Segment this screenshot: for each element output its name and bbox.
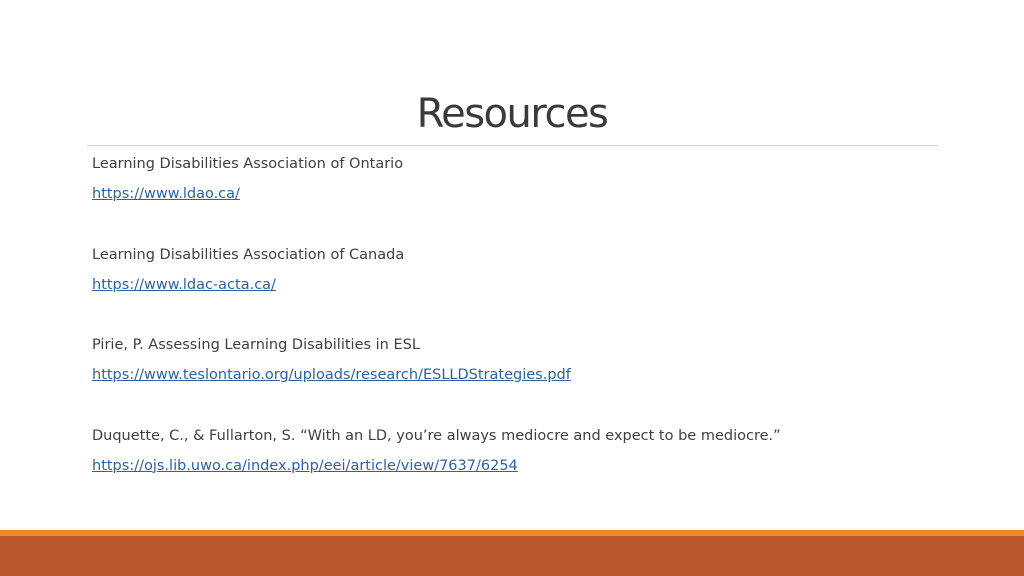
resource-name: Learning Disabilities Association of Canada <box>92 246 405 263</box>
resource-name: Learning Disabilities Association of Ontario <box>92 156 404 172</box>
footer-bar <box>0 536 1024 576</box>
resource-item-ldao <box>92 152 952 243</box>
resource-name: Duquette, C., & Fullarton, S. “With an LD, you’re always mediocre and expect to be mediocre.” <box>92 427 781 444</box>
resource-item-duquette <box>92 424 952 515</box>
resource-link[interactable]: https://www.teslontario.org/uploads/research/ESLLDStrategies.pdf <box>92 367 571 383</box>
resource-link[interactable]: https://www.ldac-acta.ca/ <box>92 276 276 293</box>
resource-item-pirie <box>92 333 952 424</box>
resource-item-ldac <box>92 243 952 334</box>
resource-link[interactable]: https://ojs.lib.uwo.ca/index.php/eei/article/view/7637/6254 <box>92 457 518 474</box>
resource-list <box>92 152 952 514</box>
resource-link[interactable]: https://www.ldao.ca/ <box>92 186 240 202</box>
resource-name: Pirie, P. Assessing Learning Disabilities in ESL <box>92 337 420 353</box>
title-divider <box>87 145 938 146</box>
slide-title: Resources <box>416 91 608 137</box>
